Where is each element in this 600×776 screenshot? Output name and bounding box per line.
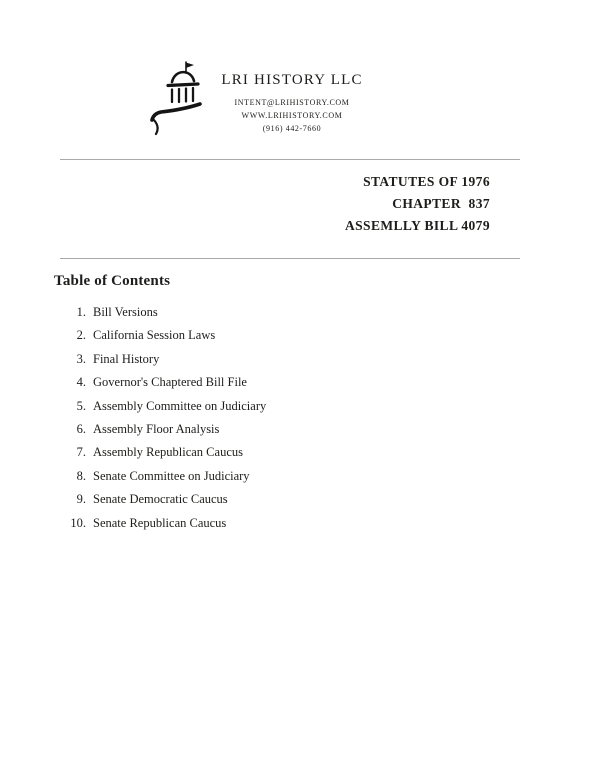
- capitol-logo-icon: [144, 58, 212, 138]
- toc-item-label: Assembly Republican Caucus: [93, 445, 243, 460]
- toc-item-label: Bill Versions: [93, 305, 158, 319]
- toc-list: [54, 305, 474, 539]
- toc-item: [54, 328, 474, 351]
- case-caption: [345, 171, 490, 237]
- toc-item-number: 6.: [76, 421, 86, 436]
- masthead: [208, 72, 376, 135]
- contact-website: WWW.LRIHISTORY.COM: [241, 111, 343, 120]
- toc-item-label: Senate Committee on Judiciary: [93, 468, 250, 483]
- toc-item-label: Governor's Chaptered Bill File: [93, 375, 247, 390]
- toc-item-label: Final History: [93, 351, 160, 366]
- toc-item: [54, 305, 474, 328]
- toc-item: [54, 469, 474, 492]
- toc-item-label: California Session Laws: [93, 328, 216, 343]
- toc-item: [54, 516, 474, 539]
- toc-item-number: 7.: [76, 445, 86, 460]
- toc-item-number: 10.: [70, 515, 86, 530]
- toc-item-number: 5.: [76, 398, 86, 413]
- toc-item-label: Senate Democratic Caucus: [93, 492, 228, 507]
- toc-item-number: 3.: [76, 351, 86, 366]
- toc-item: [54, 422, 474, 445]
- statutes-line: STATUTES OF 1976: [363, 174, 490, 189]
- toc-item-label: Assembly Floor Analysis: [93, 421, 220, 436]
- toc-item: [54, 445, 474, 468]
- toc-item: [54, 375, 474, 398]
- toc-item: [54, 492, 474, 515]
- toc-item-number: 8.: [76, 468, 86, 483]
- toc-item-number: 4.: [76, 375, 86, 390]
- toc-title: Table of Contents: [54, 273, 171, 289]
- top-divider: [60, 159, 520, 160]
- company-name: LRI HISTORY LLC: [221, 72, 363, 88]
- toc-item-label: Assembly Committee on Judiciary: [93, 398, 267, 413]
- toc-item: [54, 352, 474, 375]
- chapter-line: CHAPTER 837: [392, 196, 490, 211]
- contact-phone: (916) 442-7660: [262, 124, 322, 133]
- toc-item-number: 9.: [76, 492, 86, 507]
- bill-line: ASSEMLLY BILL 4079: [344, 218, 490, 233]
- toc-item-number: 1.: [76, 305, 86, 319]
- bottom-divider: [60, 258, 520, 259]
- toc-item-number: 2.: [76, 328, 86, 343]
- contact-email: INTENT@LRIHISTORY.COM: [234, 98, 350, 107]
- toc-item-label: Senate Republican Caucus: [93, 515, 227, 530]
- toc-item: [54, 399, 474, 422]
